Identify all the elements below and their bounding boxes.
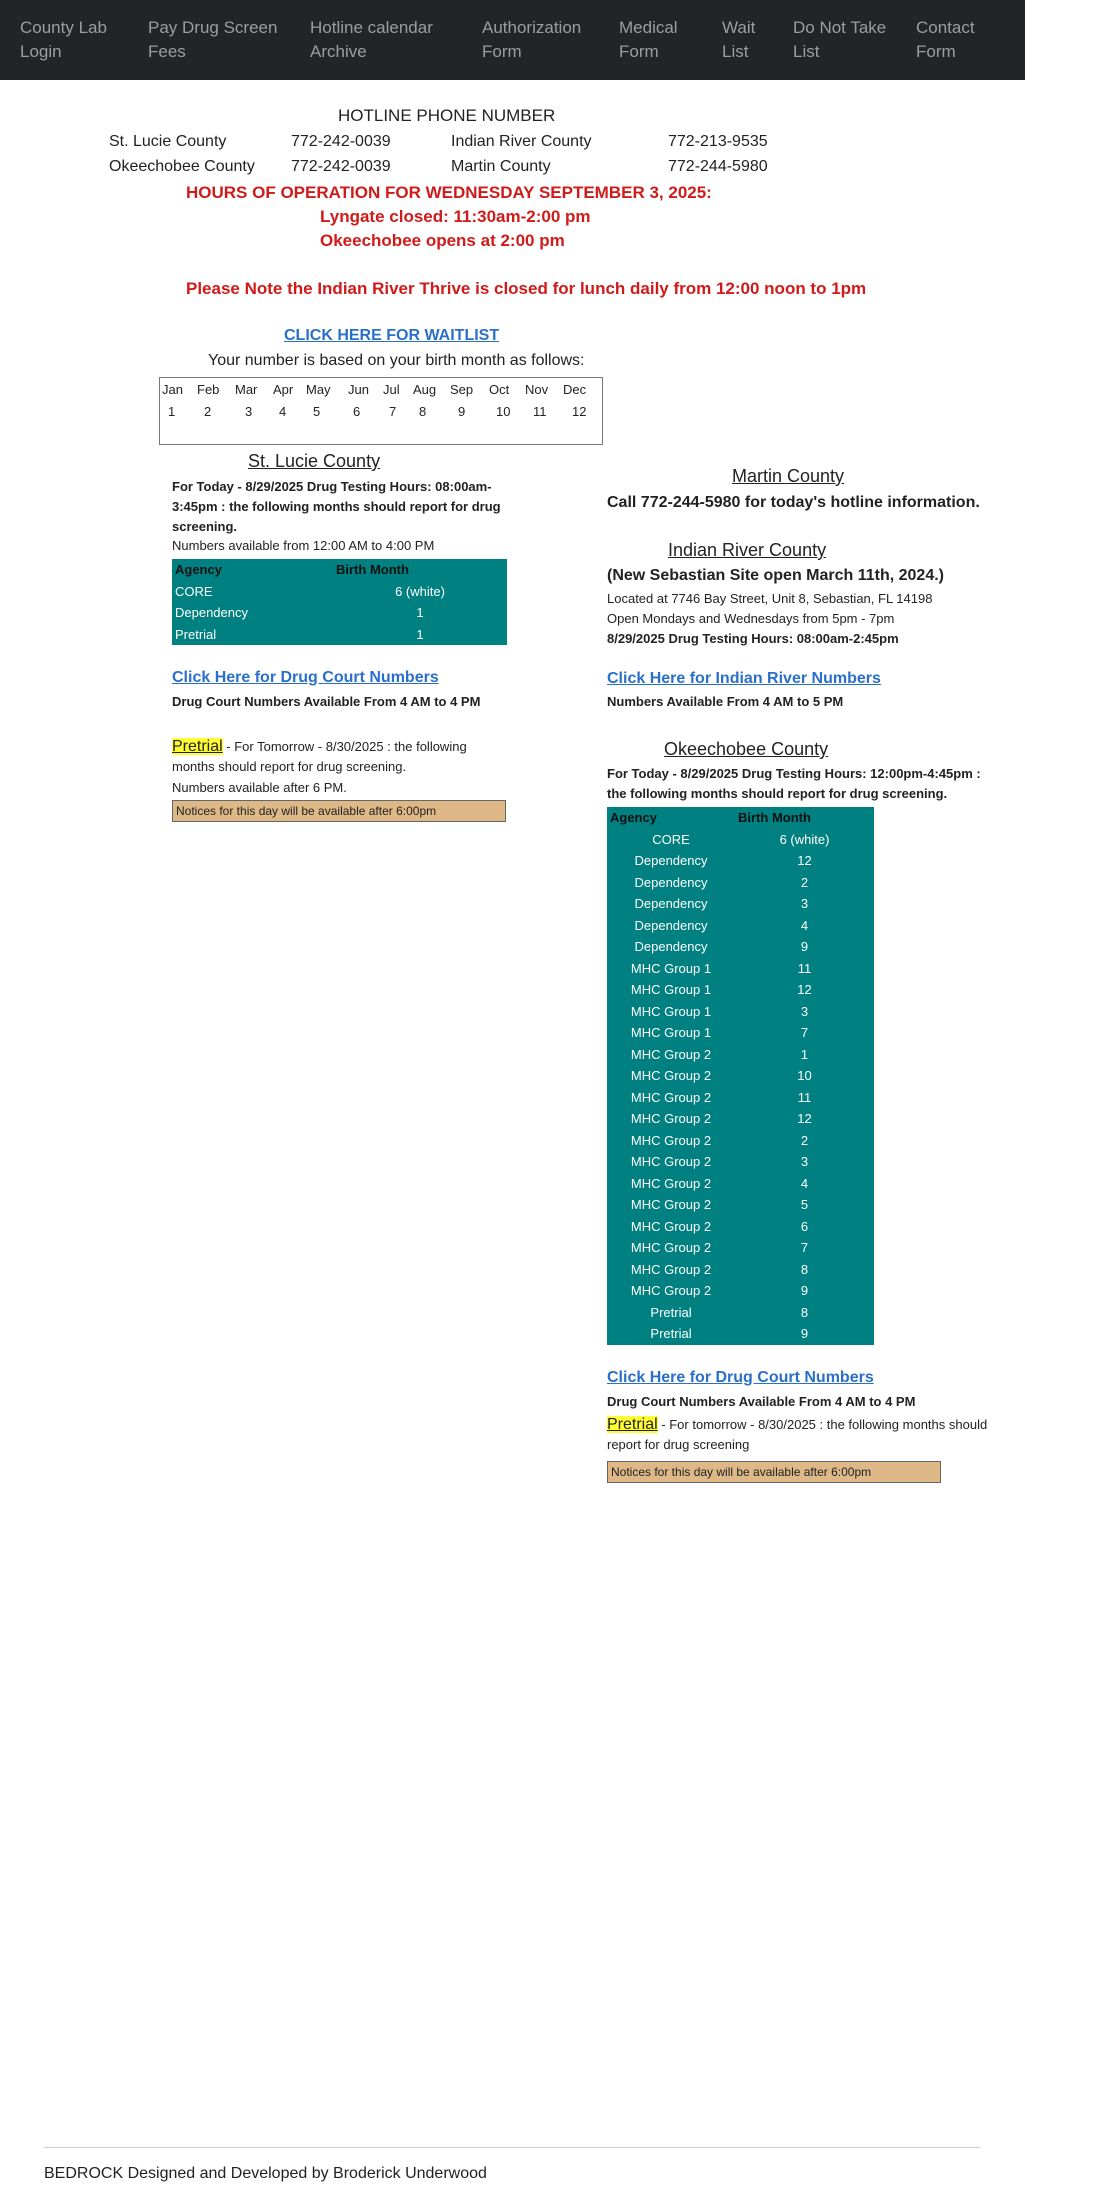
- martin-hotline-label: Martin County: [451, 158, 551, 175]
- agency-cell: Dependency: [634, 853, 708, 869]
- nav-hotline-calendar-archive[interactable]: Hotline calendar Archive: [310, 18, 433, 61]
- okeechobee-table: [607, 807, 874, 1345]
- table-row: [172, 624, 507, 646]
- table-row: [607, 1022, 874, 1044]
- month-name: Jun: [348, 382, 369, 397]
- st-lucie-title: St. Lucie County: [248, 451, 381, 471]
- footer-credit: BEDROCK Designed and Developed by Broderick Underwood: [44, 2165, 487, 2182]
- st-lucie-today-info: For Today - 8/29/2025 Drug Testing Hours: 08:00am-3:45pm : the following months should report for drug screening.: [172, 479, 501, 534]
- header-birth-month: Birth Month: [336, 562, 409, 578]
- month-cell: 11: [797, 960, 812, 976]
- waitlist-link[interactable]: CLICK HERE FOR WAITLIST: [284, 327, 500, 344]
- martin-call-info: Call 772-244-5980 for today's hotline information.: [607, 494, 980, 511]
- agency-cell: MHC Group 2: [630, 1089, 712, 1105]
- okeechobee-drug-court-note: Drug Court Numbers Available From 4 AM to 4 PM: [607, 1394, 916, 1409]
- month-cell: 4: [800, 1175, 809, 1191]
- st-lucie-pretrial-label: Pretrial: [172, 738, 223, 755]
- agency-cell: MHC Group 2: [630, 1046, 712, 1062]
- indian-river-new-site: (New Sebastian Site open March 11th, 2024.): [607, 567, 944, 584]
- indian-river-availability: Numbers Available From 4 AM to 5 PM: [607, 694, 844, 709]
- table-row: [607, 872, 874, 894]
- month-name: Jul: [383, 382, 400, 397]
- okeechobee-notice: Notices for this day will be available after 6:00pm: [607, 1461, 941, 1483]
- month-cell: 8: [800, 1261, 809, 1277]
- month-name: Nov: [525, 382, 549, 397]
- month-cell: 9: [800, 939, 809, 955]
- month-number: 9: [458, 404, 466, 419]
- nav-contact-form[interactable]: Contact Form: [916, 18, 975, 61]
- table-row: [607, 1108, 874, 1130]
- agency-cell: MHC Group 2: [630, 1111, 712, 1127]
- table-row: [607, 1087, 874, 1109]
- okeechobee-hotline-phone: 772-242-0039: [291, 158, 391, 175]
- month-cell: 5: [800, 1197, 809, 1213]
- table-row: [172, 581, 507, 603]
- st-lucie-pretrial-availability: Numbers available after 6 PM.: [172, 780, 347, 795]
- indian-river-hotline-label: Indian River County: [451, 133, 592, 150]
- st-lucie-pretrial-info: [172, 737, 512, 777]
- month-cell: 12: [797, 1111, 812, 1127]
- table-row: [607, 979, 874, 1001]
- agency-cell: Pretrial: [175, 626, 217, 642]
- st-lucie-table: [172, 559, 507, 645]
- okeechobee-drug-court-link[interactable]: Click Here for Drug Court Numbers: [607, 1369, 874, 1386]
- nav-wait-list[interactable]: Wait List: [722, 18, 756, 61]
- month-number: 10: [496, 404, 511, 419]
- month-number: 1: [168, 404, 176, 419]
- agency-cell: MHC Group 1: [630, 982, 712, 998]
- agency-cell: MHC Group 2: [630, 1261, 712, 1277]
- nav-medical-form[interactable]: Medical Form: [619, 18, 678, 61]
- month-cell: 1: [800, 1046, 809, 1062]
- table-row: [607, 936, 874, 958]
- hours-heading: HOURS OF OPERATION FOR WEDNESDAY SEPTEMBER 3, 2025:: [186, 183, 712, 202]
- hours-okeechobee: Okeechobee opens at 2:00 pm: [320, 231, 565, 250]
- birth-month-instruction: Your number is based on your birth month as follows:: [208, 352, 585, 369]
- st-lucie-availability: Numbers available from 12:00 AM to 4:00 PM: [172, 538, 435, 553]
- month-number: 2: [204, 404, 212, 419]
- indian-river-open-days: Open Mondays and Wednesdays from 5pm - 7pm: [607, 611, 895, 626]
- agency-cell: MHC Group 2: [630, 1240, 712, 1256]
- agency-cell: MHC Group 2: [630, 1132, 712, 1148]
- month-cell: 12: [797, 853, 812, 869]
- agency-cell: Dependency: [634, 874, 708, 890]
- table-row: [607, 1065, 874, 1087]
- table-row: [607, 893, 874, 915]
- okeechobee-title: Okeechobee County: [664, 739, 829, 759]
- okeechobee-pretrial-text: - For tomorrow - 8/30/2025 : the following months should report for drug screening: [607, 1417, 988, 1452]
- lunch-note: Please Note the Indian River Thrive is closed for lunch daily from 12:00 noon to 1pm: [186, 279, 867, 298]
- indian-river-location: Located at 7746 Bay Street, Unit 8, Sebastian, FL 14198: [607, 591, 933, 606]
- table-row: [607, 1237, 874, 1259]
- agency-cell: Dependency: [634, 917, 708, 933]
- table-row: [607, 1259, 874, 1281]
- table-row: [607, 1194, 874, 1216]
- table-row: [607, 1323, 874, 1345]
- month-name: May: [306, 382, 331, 397]
- table-row: [172, 602, 507, 624]
- table-row: [607, 1216, 874, 1238]
- okeechobee-pretrial-label: Pretrial: [607, 1416, 658, 1433]
- month-name: Aug: [413, 382, 437, 397]
- month-number: 3: [245, 404, 253, 419]
- indian-river-hours: 8/29/2025 Drug Testing Hours: 08:00am-2:45pm: [607, 631, 899, 646]
- month-name: Jan: [162, 382, 183, 397]
- agency-cell: Dependency: [175, 605, 248, 621]
- top-navbar: [0, 0, 1025, 80]
- table-header-row: [607, 807, 874, 829]
- agency-cell: MHC Group 2: [630, 1175, 712, 1191]
- table-row: [607, 1130, 874, 1152]
- month-cell: 3: [800, 1003, 809, 1019]
- agency-cell: Dependency: [634, 939, 708, 955]
- month-cell: 6: [800, 1218, 809, 1234]
- st-lucie-drug-court-link[interactable]: Click Here for Drug Court Numbers: [172, 669, 439, 686]
- table-row: [607, 1280, 874, 1302]
- month-number: 7: [389, 404, 397, 419]
- okeechobee-today-info: For Today - 8/29/2025 Drug Testing Hours: 12:00pm-4:45pm : the following months should report for drug screening.: [607, 766, 981, 801]
- table-row: [607, 958, 874, 980]
- agency-cell: Dependency: [634, 896, 708, 912]
- month-name: Apr: [273, 382, 294, 397]
- st-lucie-notice: Notices for this day will be available after 6:00pm: [172, 800, 506, 822]
- month-cell: 7: [800, 1025, 809, 1041]
- st-lucie-hotline-label: St. Lucie County: [109, 133, 227, 150]
- month-cell: 9: [800, 1326, 809, 1342]
- month-cell: 8: [800, 1304, 809, 1320]
- indian-river-title: Indian River County: [668, 540, 827, 560]
- martin-title: Martin County: [732, 466, 845, 486]
- okeechobee-pretrial-info: [607, 1415, 997, 1455]
- month-number: 12: [572, 404, 587, 419]
- nav-pay-drug-screen-fees[interactable]: Pay Drug Screen Fees: [148, 18, 278, 61]
- st-lucie-hotline-phone: 772-242-0039: [291, 133, 391, 150]
- month-cell: 6 (white): [779, 831, 830, 847]
- agency-cell: MHC Group 1: [630, 1003, 712, 1019]
- table-row: [607, 915, 874, 937]
- header-birth-month: Birth Month: [738, 810, 811, 826]
- month-name: Mar: [235, 382, 258, 397]
- table-row: [607, 829, 874, 851]
- agency-cell: CORE: [175, 583, 213, 599]
- agency-cell: Pretrial: [650, 1304, 692, 1320]
- month-cell: 10: [797, 1068, 812, 1084]
- table-row: [607, 850, 874, 872]
- agency-cell: MHC Group 1: [630, 1025, 712, 1041]
- nav-do-not-take-list[interactable]: Do Not Take List: [793, 18, 887, 61]
- month-cell: 12: [797, 982, 812, 998]
- table-row: [607, 1001, 874, 1023]
- month-number: 11: [533, 404, 547, 419]
- month-number: 8: [419, 404, 427, 419]
- month-cell: 6 (white): [395, 583, 445, 599]
- table-row: [607, 1151, 874, 1173]
- nav-authorization-form[interactable]: Authorization Form: [482, 18, 582, 61]
- st-lucie-pretrial-text: - For Tomorrow - 8/30/2025 : the following months should report for drug screening.: [172, 739, 467, 774]
- month-cell: 2: [800, 1132, 809, 1148]
- month-cell: 7: [800, 1240, 809, 1256]
- agency-cell: MHC Group 2: [630, 1068, 712, 1084]
- month-cell: 1: [416, 605, 424, 621]
- agency-cell: MHC Group 2: [630, 1154, 712, 1170]
- agency-cell: Pretrial: [650, 1326, 692, 1342]
- table-row: [607, 1173, 874, 1195]
- table-row: [607, 1044, 874, 1066]
- month-name: Sep: [450, 382, 474, 397]
- month-cell: 3: [800, 896, 809, 912]
- month-cell: 2: [800, 874, 809, 890]
- agency-cell: MHC Group 1: [630, 960, 712, 976]
- footer-divider: [44, 2147, 980, 2148]
- month-cell: 4: [800, 917, 809, 933]
- month-cell: 9: [800, 1283, 809, 1299]
- birth-month-table: [159, 377, 603, 445]
- month-name: Oct: [489, 382, 510, 397]
- nav-county-lab-login[interactable]: County Lab Login: [20, 18, 107, 61]
- indian-river-hotline-phone: 772-213-9535: [668, 133, 768, 150]
- month-number: 6: [353, 404, 361, 419]
- indian-river-numbers-link[interactable]: Click Here for Indian River Numbers: [607, 670, 881, 687]
- header-agency: Agency: [610, 810, 657, 826]
- st-lucie-drug-court-note: Drug Court Numbers Available From 4 AM to 4 PM: [172, 694, 481, 709]
- agency-cell: CORE: [652, 831, 690, 847]
- table-header-row: [172, 559, 507, 581]
- hotline-title: HOTLINE PHONE NUMBER: [338, 106, 556, 125]
- hours-lyngate: Lyngate closed: 11:30am-2:00 pm: [320, 207, 591, 226]
- agency-cell: MHC Group 2: [630, 1197, 712, 1213]
- okeechobee-hotline-label: Okeechobee County: [109, 158, 255, 175]
- month-cell: 3: [800, 1154, 809, 1170]
- month-name: Dec: [563, 382, 587, 397]
- martin-hotline-phone: 772-244-5980: [668, 158, 768, 175]
- header-agency: Agency: [175, 562, 222, 578]
- month-cell: 11: [797, 1089, 812, 1105]
- agency-cell: MHC Group 2: [630, 1283, 712, 1299]
- table-row: [607, 1302, 874, 1324]
- month-number: 4: [279, 404, 287, 419]
- month-number: 5: [313, 404, 321, 419]
- month-cell: 1: [416, 626, 424, 642]
- agency-cell: MHC Group 2: [630, 1218, 712, 1234]
- month-name: Feb: [197, 382, 220, 397]
